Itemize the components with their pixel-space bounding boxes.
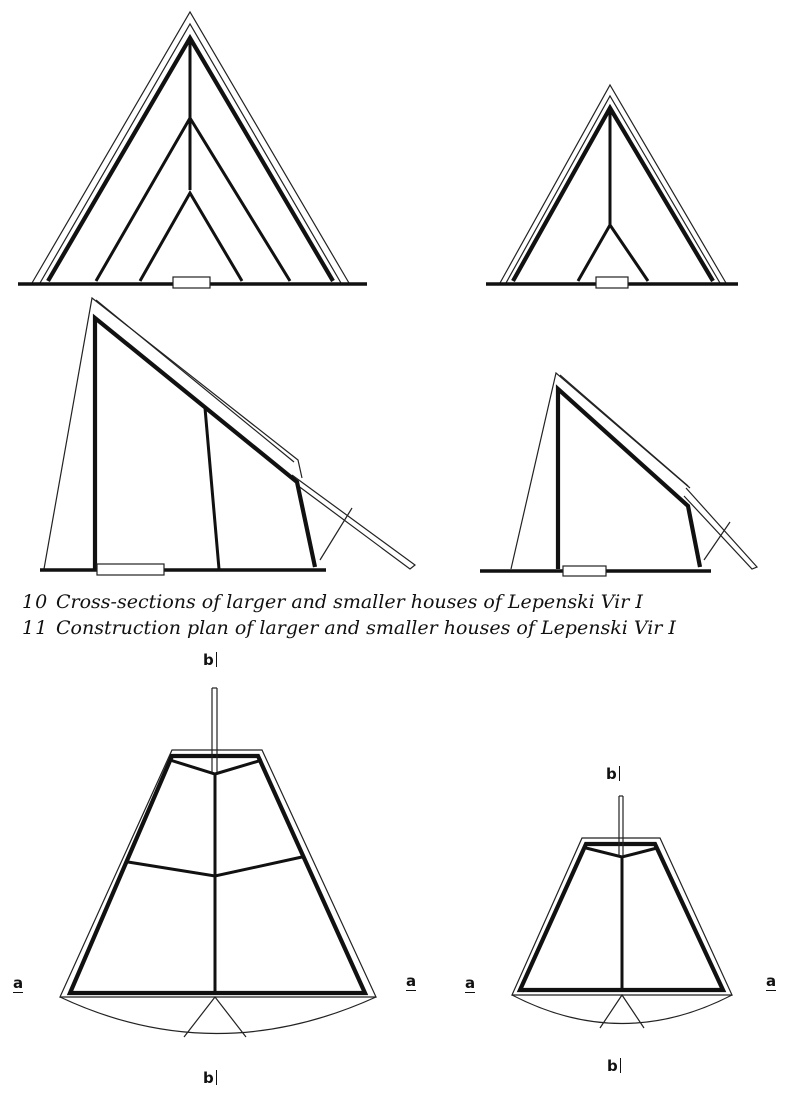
- section-label-b-bottom-large: b: [203, 1070, 217, 1086]
- small-house-front-section: [486, 85, 738, 288]
- section-label-a-left-small: a: [465, 974, 476, 992]
- caption-text: Construction plan of larger and smaller houses of Lepenski Vir I: [56, 617, 676, 639]
- section-label-a-left-large: a: [13, 974, 24, 992]
- caption-figure-11: [22, 617, 676, 639]
- caption-number: 11: [22, 617, 49, 639]
- section-label-b-top-small: b: [606, 766, 620, 782]
- section-label-b-bottom-small: b: [607, 1058, 621, 1074]
- large-house-plan: [60, 688, 376, 1037]
- section-label-b-top-large: b: [203, 652, 217, 668]
- large-house-side-section: [40, 298, 415, 575]
- small-house-side-section: [480, 373, 757, 576]
- caption-figure-10: [22, 591, 643, 613]
- large-house-front-section: [18, 12, 367, 288]
- section-label-a-right-small: a: [766, 972, 777, 990]
- caption-number: 10: [22, 591, 49, 613]
- small-house-plan: [512, 796, 732, 1028]
- section-label-a-right-large: a: [406, 972, 417, 990]
- caption-text: Cross-sections of larger and smaller houses of Lepenski Vir I: [56, 591, 643, 613]
